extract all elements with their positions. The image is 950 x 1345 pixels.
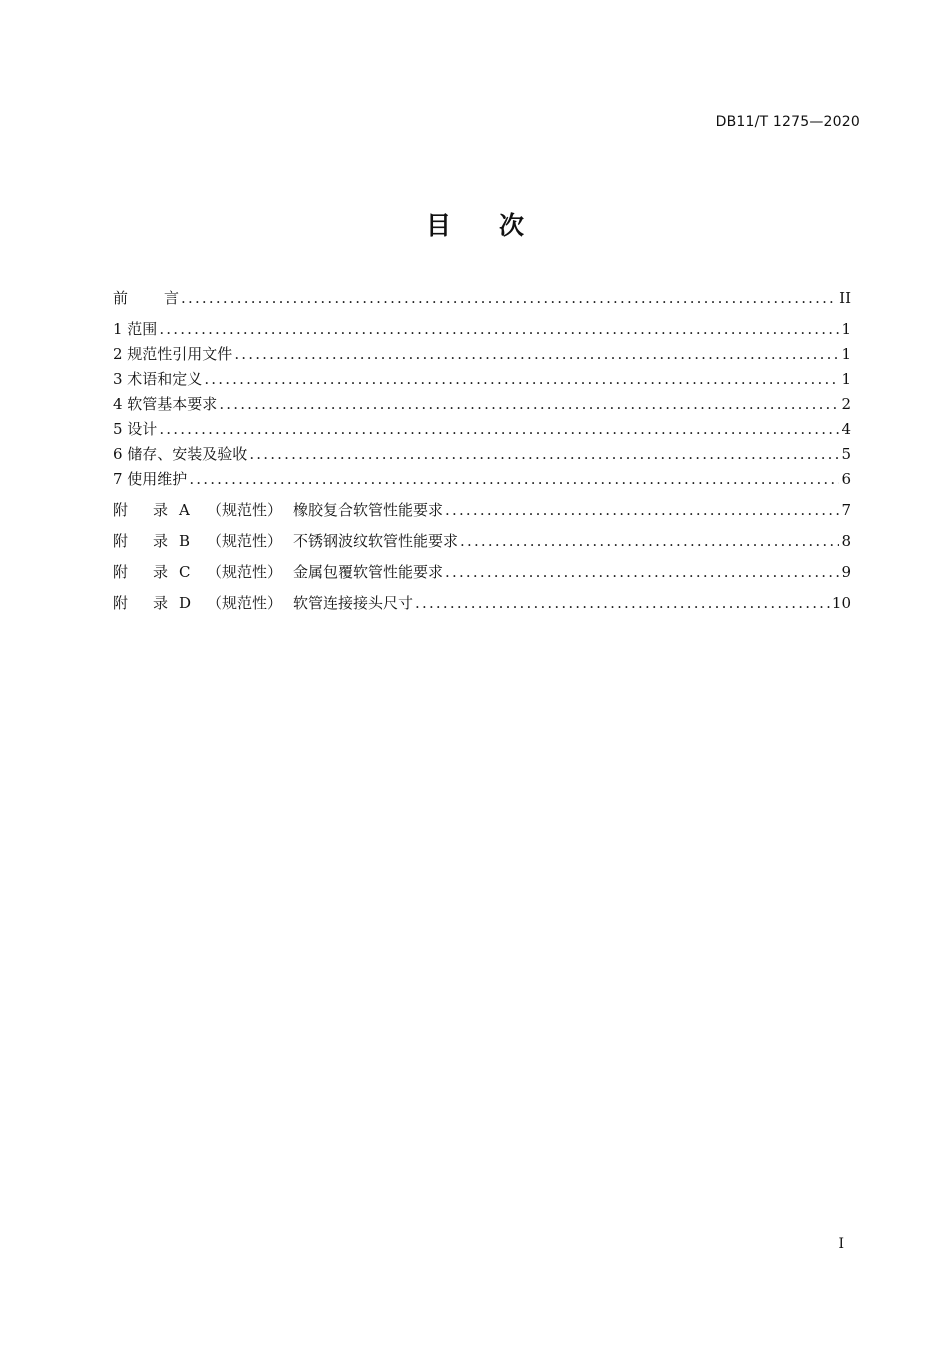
toc-entry-label: 附 录 B （规范性） 不锈钢波纹软管性能要求 [113, 532, 459, 550]
toc-entry-page: 9 [841, 563, 851, 581]
toc-leader-dots [204, 368, 839, 390]
toc-entry-4[interactable] [113, 393, 851, 415]
toc-entry-label: 3 术语和定义 [113, 370, 203, 388]
toc-entry-page: 1 [841, 345, 851, 363]
toc-entry-page: 4 [841, 420, 851, 438]
toc-leader-dots [181, 287, 837, 309]
toc-entry-label: 6 储存、安装及验收 [113, 445, 248, 463]
toc-entry-page: 6 [841, 470, 851, 488]
toc-entry-label: 附 录 A （规范性） 橡胶复合软管性能要求 [113, 501, 444, 519]
toc-entry-2[interactable] [113, 343, 851, 365]
toc-entry-page: 8 [841, 532, 851, 550]
toc-leader-dots [445, 499, 839, 521]
toc-entry-label: 附 录 C （规范性） 金属包覆软管性能要求 [113, 563, 444, 581]
toc-entry-label: 7 使用维护 [113, 470, 188, 488]
toc-entry-preface[interactable] [113, 287, 851, 309]
toc-entry-label: 1 范围 [113, 320, 158, 338]
toc-leader-dots [415, 592, 830, 614]
toc-entry-label: 2 规范性引用文件 [113, 345, 233, 363]
toc-entry-1[interactable] [113, 318, 851, 340]
toc-entry-label: 4 软管基本要求 [113, 395, 218, 413]
toc-entry-page: II [839, 289, 851, 307]
toc-entry-5[interactable] [113, 418, 851, 440]
toc-entry-label: 5 设计 [113, 420, 158, 438]
toc-leader-dots [249, 443, 839, 465]
toc-leader-dots [460, 530, 839, 552]
page-number: I [838, 1236, 844, 1252]
toc-entry-label: 附 录 D （规范性） 软管连接接头尺寸 [113, 594, 414, 612]
toc-title-part1: 目 [425, 211, 451, 240]
toc-entry-page: 7 [841, 501, 851, 519]
toc-entry-7[interactable] [113, 468, 851, 490]
toc-appendix-c[interactable] [113, 561, 851, 583]
toc-entry-page: 1 [841, 370, 851, 388]
toc-entry-page: 5 [841, 445, 851, 463]
toc-leader-dots [159, 318, 839, 340]
toc-leader-dots [189, 468, 839, 490]
toc-entry-label: 前 言 [113, 289, 180, 307]
toc-title-part2: 次 [499, 211, 525, 240]
toc-appendix-b[interactable] [113, 530, 851, 552]
toc-entry-6[interactable] [113, 443, 851, 465]
toc-entry-page: 2 [841, 395, 851, 413]
toc-entry-page: 1 [841, 320, 851, 338]
toc-leader-dots [445, 561, 839, 583]
standard-code: DB11/T 1275—2020 [715, 114, 860, 130]
toc-appendix-d[interactable] [113, 592, 851, 614]
toc-entry-page: 10 [831, 594, 851, 612]
toc-leader-dots [234, 343, 839, 365]
toc-leader-dots [219, 393, 839, 415]
toc-entry-3[interactable] [113, 368, 851, 390]
toc-appendix-a[interactable] [113, 499, 851, 521]
toc-leader-dots [159, 418, 839, 440]
